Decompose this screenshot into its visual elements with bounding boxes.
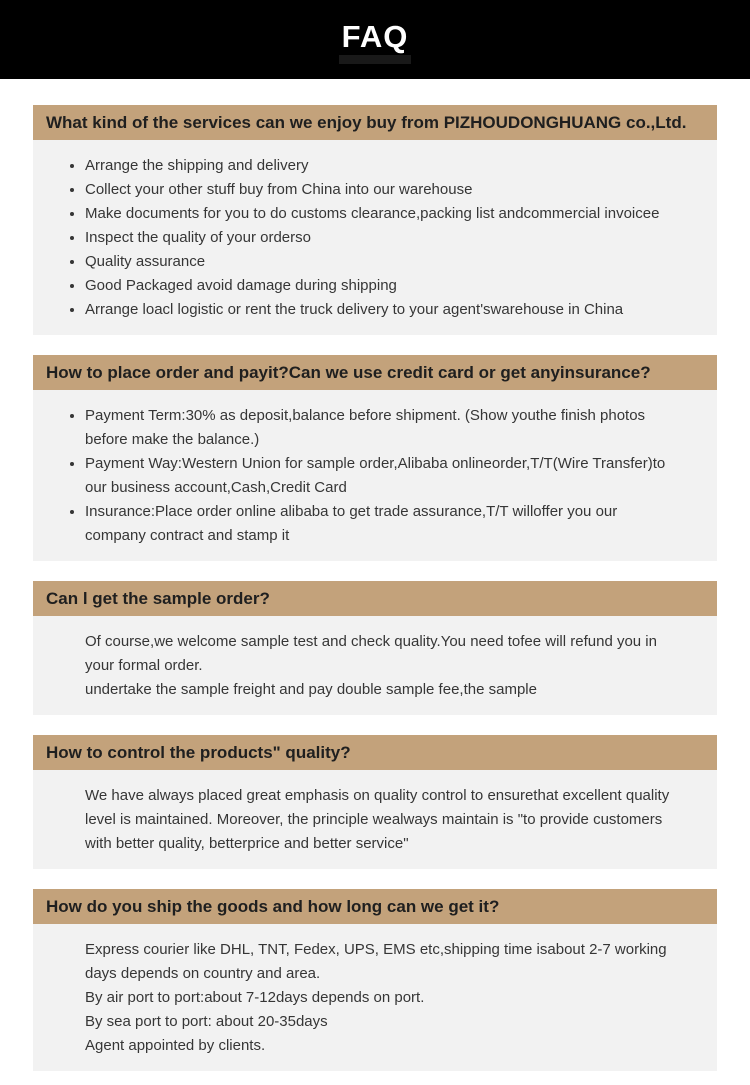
answer-paragraph: Express courier like DHL, TNT, Fedex, UPS, EMS etc,shipping time isabout 2-7 working days depends on country and area. [85,941,667,982]
answer-paragraph: By air port to port:about 7-12days depends on port. [85,989,425,1006]
bullet-list [33,140,717,335]
answer-paragraph: By sea port to port: about 20-35days [85,1013,328,1030]
answer-paragraphs [33,616,717,715]
answer-paragraph: Of course,we welcome sample test and check quality.You need tofee will refund you in your formal order. [85,633,657,674]
answer-paragraph: We have always placed great emphasis on quality control to ensurethat excellent quality level is maintained. Moreover, the principle wealways maintain is "to provide customers with better quality, betterprice and better service" [85,787,670,852]
faq-section-shipping [33,889,717,1071]
answer-panel [33,390,717,561]
answer-paragraph: Agent appointed by clients. [85,1037,266,1054]
answer-panel [33,770,717,869]
faq-banner [0,0,750,79]
bullet-item: • Good Packaged avoid damage during shipping [85,274,679,298]
page-title: FAQ [341,19,409,54]
answer-paragraph: undertake the sample freight and pay double sample fee,the sample [85,681,537,698]
bullet-item: • Make documents for you to do customs clearance,packing list andcommercial invoicee [85,202,679,226]
question-text: How do you ship the goods and how long can we get it? [46,896,500,916]
answer-panel [33,924,717,1071]
bullet-item: • Payment Way:Western Union for sample order,Alibaba onlineorder,T/T(Wire Transfer)to our business account,Cash,Credit Card [85,452,679,500]
faq-section-services [33,105,717,335]
faq-section-payment [33,355,717,561]
bullet-item: • Insurance:Place order online alibaba to get trade assurance,T/T willoffer you our company contract and stamp it [85,500,679,548]
question-text: How to control the products" quality? [46,742,351,762]
question-bar [33,355,717,390]
answer-paragraphs [33,924,717,1071]
bullet-item: • Quality assurance [85,250,679,274]
question-bar [33,105,717,140]
question-text: What kind of the services can we enjoy buy from PIZHOUDONGHUANG co.,Ltd. [46,112,687,132]
bullet-item: • Collect your other stuff buy from China into our warehouse [85,178,679,202]
question-bar [33,889,717,924]
question-bar [33,581,717,616]
answer-paragraphs [33,770,717,869]
answer-panel [33,140,717,335]
faq-section-quality-control [33,735,717,869]
bullet-item: • Payment Term:30% as deposit,balance before shipment. (Show youthe finish photos before make the balance.) [85,404,679,452]
banner-underline [339,55,411,64]
answer-panel [33,616,717,715]
bullet-list [33,390,717,561]
bullet-item: • Arrange the shipping and delivery [85,154,679,178]
question-bar [33,735,717,770]
question-text: How to place order and payit?Can we use credit card or get anyinsurance? [46,362,651,382]
bullet-item: • Arrange loacl logistic or rent the truck delivery to your agent'swarehouse in China [85,298,679,322]
faq-content [0,79,750,1071]
question-text: Can l get the sample order? [46,588,270,608]
bullet-item: • Inspect the quality of your orderso [85,226,679,250]
faq-section-sample-order [33,581,717,715]
